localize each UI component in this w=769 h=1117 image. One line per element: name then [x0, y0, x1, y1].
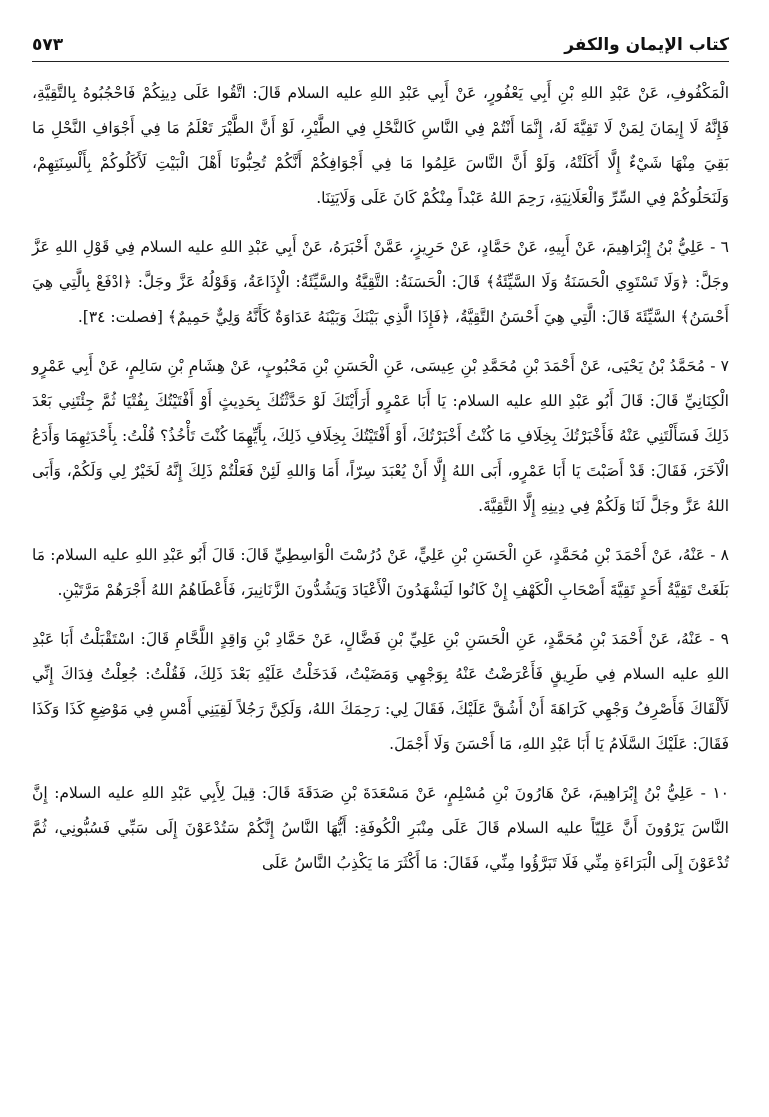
hadith-6: ٦ - عَلِيُّ بْنُ إِبْرَاهِيمَ، عَنْ أَبِيهِ، عَنْ حَمَّادٍ، عَنْ حَرِيزٍ، عَمَّنْ أَخْبَرَهُ، عَنْ أَبِي عَبْدِ اللهِ عليه السلام فِي قَوْلِ اللهِ عَزَّ وجَلَّ: ﴿وَلَا تَسْتَوِي الْحَسَنَةُ وَلَا السَّيِّئَةُ﴾ قَالَ: الْحَسَنَةُ: التَّقِيَّةُ والسَّيِّئَةُ: الْإِذَاعَةُ، وَقَوْلُهُ عَزَّ وجَلَّ: ﴿ادْفَعْ بِالَّتِي هِيَ أَحْسَنُ﴾ السَّيِّئَةَ قَالَ: الَّتِي هِيَ أَحْسَنُ التَّقِيَّةُ، ﴿فَإِذَا الَّذِي بَيْنَكَ وَبَيْنَهُ عَدَاوَةٌ كَأَنَّهُ وَلِيٌّ حَمِيمٌ﴾ [فصلت: ٣٤]. — [32, 238, 729, 326]
running-header — [32, 0, 729, 62]
hadith-9: ٩ - عَنْهُ، عَنْ أَحْمَدَ بْنِ مُحَمَّدٍ، عَنِ الْحَسَنِ بْنِ عَلِيِّ بْنِ فَضَّالٍ، عَنْ حَمَّادِ بْنِ وَاقِدٍ اللَّحَّامِ قَالَ: اسْتَقْبَلْتُ أَبَا عَبْدِ اللهِ عليه السلام فِي طَرِيقٍ فَأَعْرَضْتُ عَنْهُ بِوَجْهِي وَمَضَيْتُ، فَدَخَلْتُ عَلَيْهِ بَعْدَ ذَلِكَ، فَقُلْتُ: جُعِلْتُ فِدَاكَ إِنِّي لَأَلْقَاكَ فَأَصْرِفُ وَجْهِي كَرَاهَةَ أَنْ أَشُقَّ عَلَيْكَ، فَقَالَ لِي: رَحِمَكَ اللهُ، وَلَكِنَّ رَجُلاً لَقِيَنِي أَمْسِ فِي مَوْضِعِ كَذَا وَكَذَا فَقَالَ: عَلَيْكَ السَّلَامُ يَا أَبَا عَبْدِ اللهِ، مَا أَحْسَنَ وَلَا أَجْمَلَ. — [32, 630, 729, 753]
hadith-7: ٧ - مُحَمَّدُ بْنُ يَحْيَى، عَنْ أَحْمَدَ بْنِ مُحَمَّدِ بْنِ عِيسَى، عَنِ الْحَسَنِ بْنِ مَحْبُوبٍ، عَنْ هِشَامِ بْنِ سَالِمٍ، عَنْ أَبِي عَمْرٍو الْكِنَانِيِّ قَالَ: قَالَ أَبُو عَبْدِ اللهِ عليه السلام: يَا أَبَا عَمْرٍو أَرَأَيْتَكَ لَوْ حَدَّثْتُكَ بِحَدِيثٍ أَوْ أَفْتَيْتُكَ بِفُتْيَا ثُمَّ جِئْتَنِي بَعْدَ ذَلِكَ فَسَأَلْتَنِي عَنْهُ فَأَخْبَرْتُكَ بِخِلَافِ مَا كُنْتُ أَخْبَرْتُكَ، أَوْ أَفْتَيْتُكَ بِخِلَافِ ذَلِكَ، بِأَيِّهِمَا كُنْتَ تَأْخُذُ؟ قُلْتُ: بِأَحْدَثِهِمَا وَأَدَعُ الْآخَرَ، فَقَالَ: قَدْ أَصَبْتَ يَا أَبَا عَمْرٍو، أَبَى اللهُ إِلَّا أَنْ يُعْبَدَ سِرّاً، أَمَا وَاللهِ لَئِنْ فَعَلْتُمْ ذَلِكَ إِنَّهُ لَخَيْرٌ لِي وَلَكُمْ، وَأَبَى اللهُ عَزَّ وجَلَّ لَنَا وَلَكُمْ فِي دِينِهِ إِلَّا التَّقِيَّةَ. — [32, 357, 729, 515]
paragraph-continued: الْمَكْفُوفِ، عَنْ عَبْدِ اللهِ بْنِ أَبِي يَعْفُورٍ، عَنْ أَبِي عَبْدِ اللهِ عليه السلام قَالَ: اتَّقُوا عَلَى دِينِكُمْ فَاحْجُبُوهُ بِالتَّقِيَّةِ، فَإِنَّهُ لَا إِيمَانَ لِمَنْ لَا تَقِيَّةَ لَهُ، إِنَّمَا أَنْتُمْ فِي النَّاسِ كَالنَّحْلِ فِي الطَّيْرِ، لَوْ أَنَّ الطَّيْرَ تَعْلَمُ مَا فِي أَجْوَافِ النَّحْلِ مَا بَقِيَ مِنْهَا شَيْءٌ إِلَّا أَكَلَتْهُ، وَلَوْ أَنَّ النَّاسَ عَلِمُوا مَا فِي أَجْوَافِكُمْ أَنَّكُمْ تُحِبُّونَا أَهْلَ الْبَيْتِ لَأَكَلُوكُمْ بِأَلْسِنَتِهِمْ، وَلَنَحَلُوكُمْ فِي السِّرِّ وَالْعَلَانِيَةِ، رَحِمَ اللهُ عَبْداً مِنْكُمْ كَانَ عَلَى وَلَايَتِنَا. — [32, 84, 729, 207]
hadith-8: ٨ - عَنْهُ، عَنْ أَحْمَدَ بْنِ مُحَمَّدٍ، عَنِ الْحَسَنِ بْنِ عَلِيٍّ، عَنْ دُرُسْتَ الْوَاسِطِيِّ قَالَ: قَالَ أَبُو عَبْدِ اللهِ عليه السلام: مَا بَلَغَتْ تَقِيَّةُ أَحَدٍ تَقِيَّةَ أَصْحَابِ الْكَهْفِ إِنْ كَانُوا لَيَشْهَدُونَ الْأَعْيَادَ وَيَشُدُّونَ الزَّنَانِيرَ، فَأَعْطَاهُمُ اللهُ أَجْرَهُمْ مَرَّتَيْنِ. — [32, 546, 729, 599]
body-text — [32, 76, 729, 881]
book-title: كتاب الإيمان والكفر — [564, 35, 729, 55]
page-number: ٥٧٣ — [32, 35, 64, 55]
hadith-10: ١٠ - عَلِيُّ بْنُ إِبْرَاهِيمَ، عَنْ هَارُونَ بْنِ مُسْلِمٍ، عَنْ مَسْعَدَةَ بْنِ صَدَقَةَ قَالَ: قِيلَ لِأَبِي عَبْدِ اللهِ عليه السلام: إِنَّ النَّاسَ يَرْوُونَ أَنَّ عَلِيّاً عليه السلام قَالَ عَلَى مِنْبَرِ الْكُوفَةِ: أَيُّهَا النَّاسُ إِنَّكُمْ سَتُدْعَوْنَ إِلَى سَبِّي فَسُبُّونِي، ثُمَّ تُدْعَوْنَ إِلَى الْبَرَاءَةِ مِنِّي فَلَا تَبَرَّؤُوا مِنِّي، فَقَالَ: مَا أَكْثَرَ مَا يَكْذِبُ النَّاسُ عَلَى — [32, 784, 729, 872]
